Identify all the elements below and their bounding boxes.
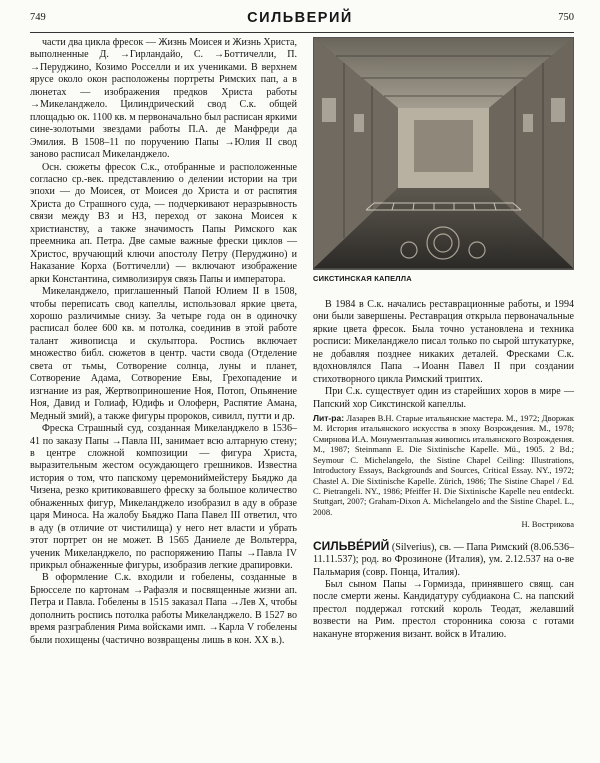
paragraph: При С.к. существует один из старейших хоров в мире — Папский хор Сикстинской капеллы. <box>313 386 574 410</box>
sistine-chapel-photo <box>313 37 574 270</box>
literature-block <box>313 413 574 517</box>
figure-caption: СИКСТИНСКАЯ КАПЕЛЛА <box>313 274 412 283</box>
entry-intro: (Silverius), св. — Папа Римский (8.06.536–11.11.537); род. во Фрозиноне (Италия), ум. 2.12.537 на о-ве Пальмария (совр. Понца, Италия). <box>313 541 574 578</box>
entry-headword: СИЛЬВЕ́РИЙ <box>313 538 390 553</box>
paragraph: В оформление С.к. входили и гобелены, созданные в Брюсселе по картонам →Рафаэля и посвященные жизни ап. Петра и Павла. Гобелены в 1515 заказал Папа →Лев X, чтобы дополнить роспись потолка работы Микеланджело. В 1527 во время разграбления Рима войсками имп. →Карла V гобелены были похищены (частично возвращены лишь в кон. XX в.). <box>30 572 297 646</box>
paragraph: В 1984 в С.к. начались реставрационные работы, и 1994 они были завершены. Реставрация открыла первоначальные яркие цвета фресок. Была точно установлена и техника росписи: Микеланджело писал только по сырой штукатурке, не добавляя позднее никаких деталей. Фресками С.к. вдохновлялся Папа →Иоанн Павел II при создании стихотворного цикла Римский триптих. <box>313 299 574 385</box>
page-header <box>0 10 600 30</box>
paragraph: Был сыном Папы →Гормизда, принявшего свящ. сан после смерти жены. Кандидатуру субдиакона С. на папский престол поддержал готский король Теодат, желавший возвести на Рим. престол сторонника союза с готами накануне вторжения визант. войск в Италию. <box>313 578 574 640</box>
header-rule <box>30 32 574 33</box>
paragraph: Микеланджело, приглашенный Папой Юлием II в 1508, чтобы переписать свод капеллы, использовал яркие цвета, хорошо различимые снизу. За четыре года он в одиночку расписал более 600 кв. м потолка, соединив в этой работе талант живописца и скульптора. Роспись включает множество библ. сюжетов в центр. части свода (Отделение света от тьмы, Сотворение солнца, луны и планет, Сотворение Адама, Сотворение Евы, Грехопадение и изгнание из рая, Жертвоприношение Ноя, Потоп, Опьянение Ноя, Давид и Голиаф, Юдифь и Олоферн, Распятие Амана, Медный змий), а также фигуры пророков, сивилл, путти и др. <box>30 286 297 422</box>
left-column <box>30 37 297 647</box>
dictionary-entry <box>313 540 574 642</box>
paragraph: Фреска Страшный суд, созданная Микеланджело в 1536–41 по заказу Папы →Павла III, занимает всю алтарную стену; в центре сложной композиции — фигура Христа, выразительным жестом осуждающего грешников. Известна история о том, что папскому церемониймейстеру Бьяджо да Чизена, резко критиковавшего фреску за большое количество обнаженных фигур, Микеланджело изобразил в аду в образе царя Миноса. На жалобу Бьяджо Папа Павел III ответил, что в аду (в отличие от чистилища) у него нет власти и убрать этот портрет он не может. В 1565 Даниеле де Вольтерра, ученик Микеланджело, по распоряжению Папы →Павла IV прикрыл обнаженные фигуры, изобразив легкие драпировки. <box>30 423 297 572</box>
paragraph: части два цикла фресок — Жизнь Моисея и Жизнь Христа, выполненные Д. →Гирландайо, С. →Боттичелли, П. →Перуджино, Козимо Росселли и их учениками. В верхнем ярусе около окон расположены портреты Римских пап, а в люнетах — изображения предков Христа работы →Микеланджело. Цилиндрический свод С.к. общей площадью ок. 1100 кв. м первоначально был расписан яркими сине-золотыми звездами работы П.А. де Манфреди да Эмилия. В 1508–11 по поручению Папы →Юлия II свод заново расписал Микеланджело. <box>30 37 297 161</box>
page-number-left: 749 <box>30 12 46 23</box>
right-column <box>313 299 574 641</box>
running-title: СИЛЬВЕРИЙ <box>247 10 353 26</box>
entry-first-paragraph <box>313 540 574 579</box>
author-signature: Н. Вострикова <box>521 519 574 530</box>
paragraph: Осн. сюжеты фресок С.к., отобранные и расположенные согласно ср.-век. представлению о делении истории на три эпохи — до Моисея, от Моисея до Христа и от распятия Христа до Страшного суда, — подчеркивают неразрывность связи между ВЗ и НЗ, переход от закона Моисея к христианству, а также значимость Папы Римского как преемника ап. Петра. Две самые важные фрески циклов — Христос, вручающий ключи апостолу Петру (Перуджино) и Наказание Корха (Боттичелли) — включают изображение арки Константина, символизируя связь Папы и императора. <box>30 161 297 285</box>
literature-label: Лит-ра: <box>313 413 345 424</box>
literature-text: Лазарев В.Н. Старые итальянские мастера. М., 1972; Дворжак М. История итальянского искусства в эпоху Возрождения. М., 1978; Смирнова И.А. Монументальная живопись итальянского Возрождения. М., 1987; Steinmann E. Die Sixtinische Kapelle. Mü., 1905. 2 Bd.; Seymour C. Michelangelo, the Sistine Chapel Ceiling: Illustrations, Introductory Essays, Backgrounds and Sources, Critical Essay. NY., 1972; Chastel A. Die Sixtinische Kapelle. Zürich, 1986; The Sistine Chapel / Ed. C. Pietrangeli. NY., 1986; Pfeiffer H. Die Sixtinische Kapelle neu entdeckt. Stuttgart, 2007; Graham-Dixon A. Michelangelo and the Sistine Chapel. L., 2008. <box>313 413 574 517</box>
page-number-right: 750 <box>558 12 574 23</box>
